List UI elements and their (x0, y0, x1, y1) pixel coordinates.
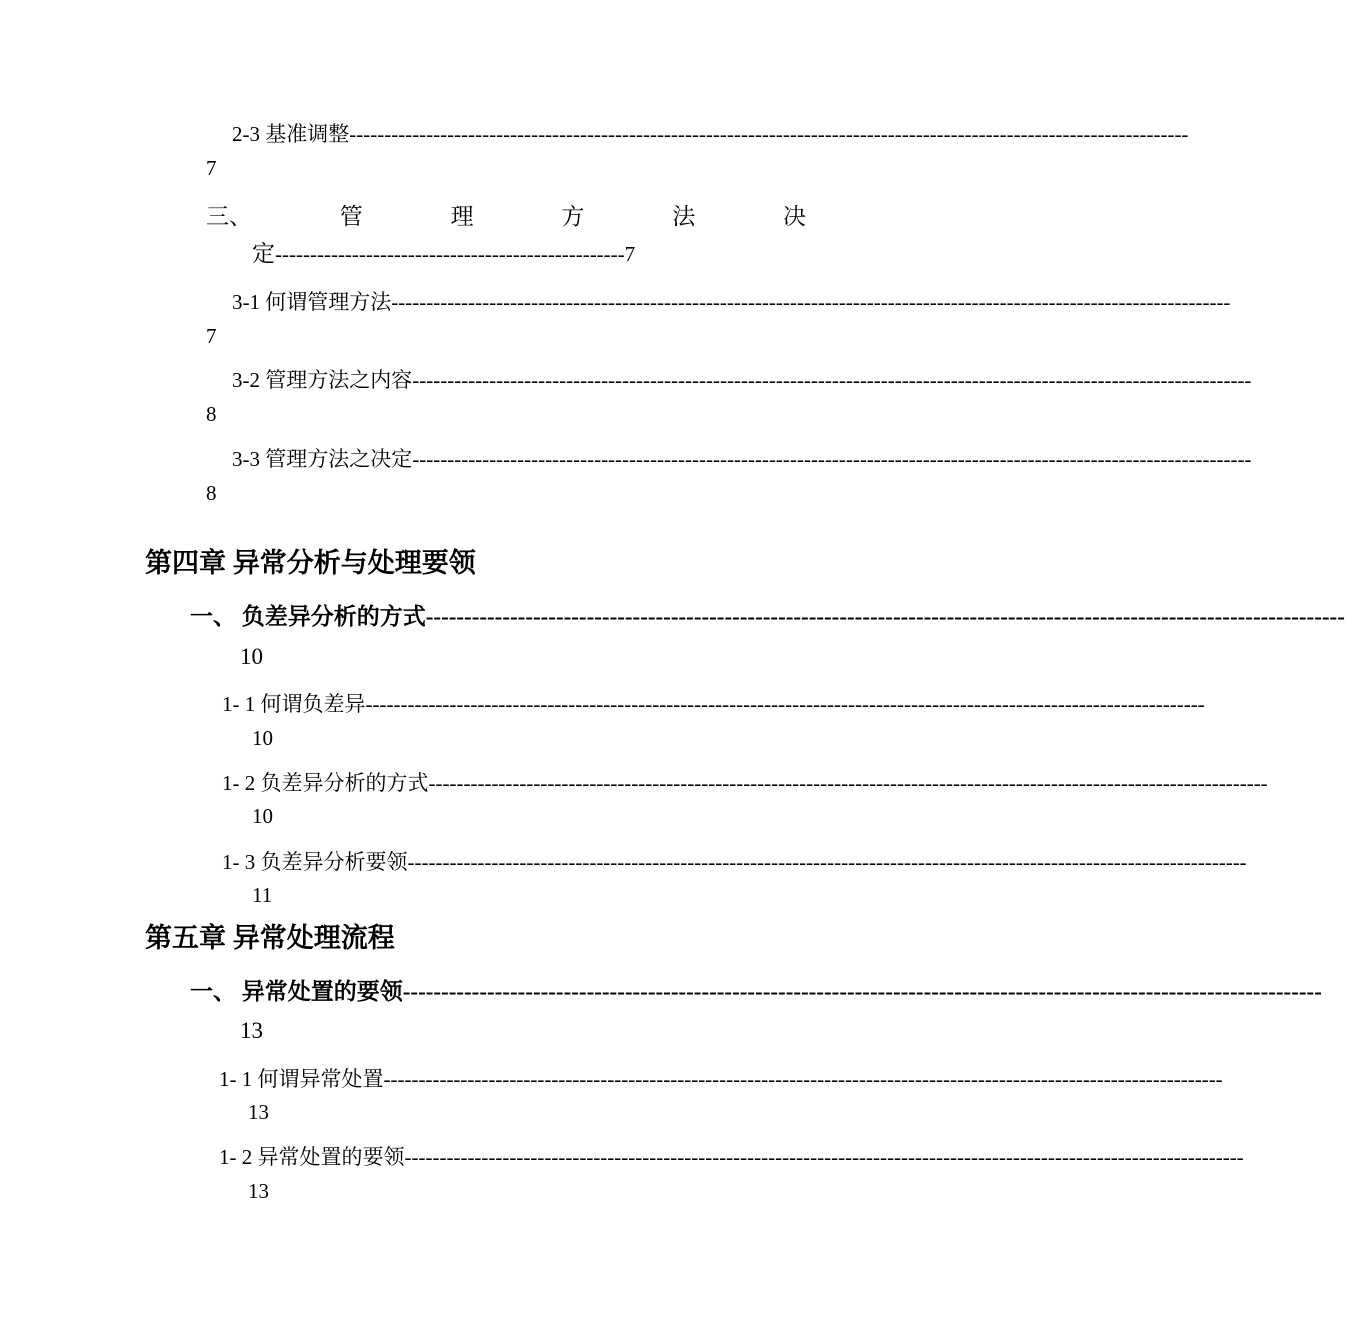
toc-page-number: 13 (248, 1179, 269, 1203)
toc-label: 1- 2 异常处置的要领 (219, 1145, 405, 1169)
toc-label: 1- 1 何谓负差异 (222, 692, 366, 716)
toc-entry-4-1-2[interactable] (222, 767, 1268, 797)
toc-entry-4-1[interactable] (190, 598, 1345, 631)
toc-entry-section-3[interactable] (206, 198, 806, 231)
toc-leader: ------------------------------------------------------------------------------------------------------------------------ (383, 1067, 1223, 1091)
toc-leader: ------------------------------------------------------------------------------------------------------------------------ (425, 604, 1345, 629)
toc-label: 一、 负差异分析的方式 (190, 604, 426, 629)
toc-page-number: 13 (248, 1100, 269, 1124)
toc-leader: ------------------------------------------------------------------------------------------------------------------------ (349, 122, 1189, 146)
toc-label: 1- 3 负差异分析要领 (222, 850, 408, 874)
toc-page-number: 7 (206, 324, 217, 348)
toc-entry-2-3[interactable] (232, 118, 1189, 148)
toc-char: 法 (672, 204, 696, 229)
toc-page-number: 8 (206, 481, 217, 505)
toc-char: 方 (561, 204, 585, 229)
toc-page-number: 11 (252, 883, 273, 907)
toc-page-number: 8 (206, 402, 217, 426)
toc-leader: -------------------------------------------------- (275, 242, 625, 266)
toc-page-number: 10 (252, 804, 273, 828)
chapter-heading[interactable]: 第五章 异常处理流程 (145, 923, 395, 953)
toc-entry-5-1[interactable] (190, 973, 1322, 1006)
toc-entry-4-1-1[interactable] (222, 688, 1205, 718)
toc-label: 2-3 基准调整 (232, 122, 350, 146)
toc-leader: ------------------------------------------------------------------------------------------------------------------------ (404, 1145, 1244, 1169)
toc-page-number: 13 (240, 1018, 263, 1043)
toc-entry-5-1-2[interactable] (219, 1141, 1244, 1171)
toc-leader: ------------------------------------------------------------------------------------------------------------------------ (402, 979, 1322, 1004)
toc-char: 三、 (206, 204, 252, 229)
toc-entry-5-1-1[interactable] (219, 1063, 1223, 1093)
toc-entry-3-3[interactable] (232, 443, 1252, 473)
toc-label: 1- 2 负差异分析的方式 (222, 771, 429, 795)
toc-label: 3-2 管理方法之内容 (232, 368, 413, 392)
toc-page-number: 7 (206, 156, 217, 180)
toc-entry-3-1[interactable] (232, 286, 1231, 316)
toc-char: 决 (782, 204, 806, 229)
toc-label: 一、 异常处置的要领 (190, 979, 403, 1004)
toc-entry-section-3-cont (252, 242, 635, 265)
toc-page-number: 10 (240, 644, 263, 669)
toc-page-number: 7 (624, 242, 636, 266)
chapter-heading[interactable]: 第四章 异常分析与处理要领 (145, 548, 476, 578)
toc-entry-4-1-3[interactable] (222, 846, 1247, 876)
toc-label: 1- 1 何谓异常处置 (219, 1067, 384, 1091)
toc-leader: ------------------------------------------------------------------------------------------------------------------------ (365, 692, 1205, 716)
toc-char: 管 (339, 204, 363, 229)
toc-page-number: 10 (252, 726, 273, 750)
toc-leader: ------------------------------------------------------------------------------------------------------------------------ (391, 290, 1231, 314)
toc-leader: ------------------------------------------------------------------------------------------------------------------------ (412, 368, 1252, 392)
toc-leader: ------------------------------------------------------------------------------------------------------------------------ (428, 771, 1268, 795)
toc-leader: ------------------------------------------------------------------------------------------------------------------------ (412, 447, 1252, 471)
toc-label: 3-3 管理方法之决定 (232, 447, 413, 471)
toc-label: 3-1 何谓管理方法 (232, 290, 392, 314)
toc-label: 定 (252, 241, 275, 266)
toc-entry-3-2[interactable] (232, 364, 1252, 394)
toc-char: 理 (450, 204, 474, 229)
toc-leader: ------------------------------------------------------------------------------------------------------------------------ (407, 850, 1247, 874)
